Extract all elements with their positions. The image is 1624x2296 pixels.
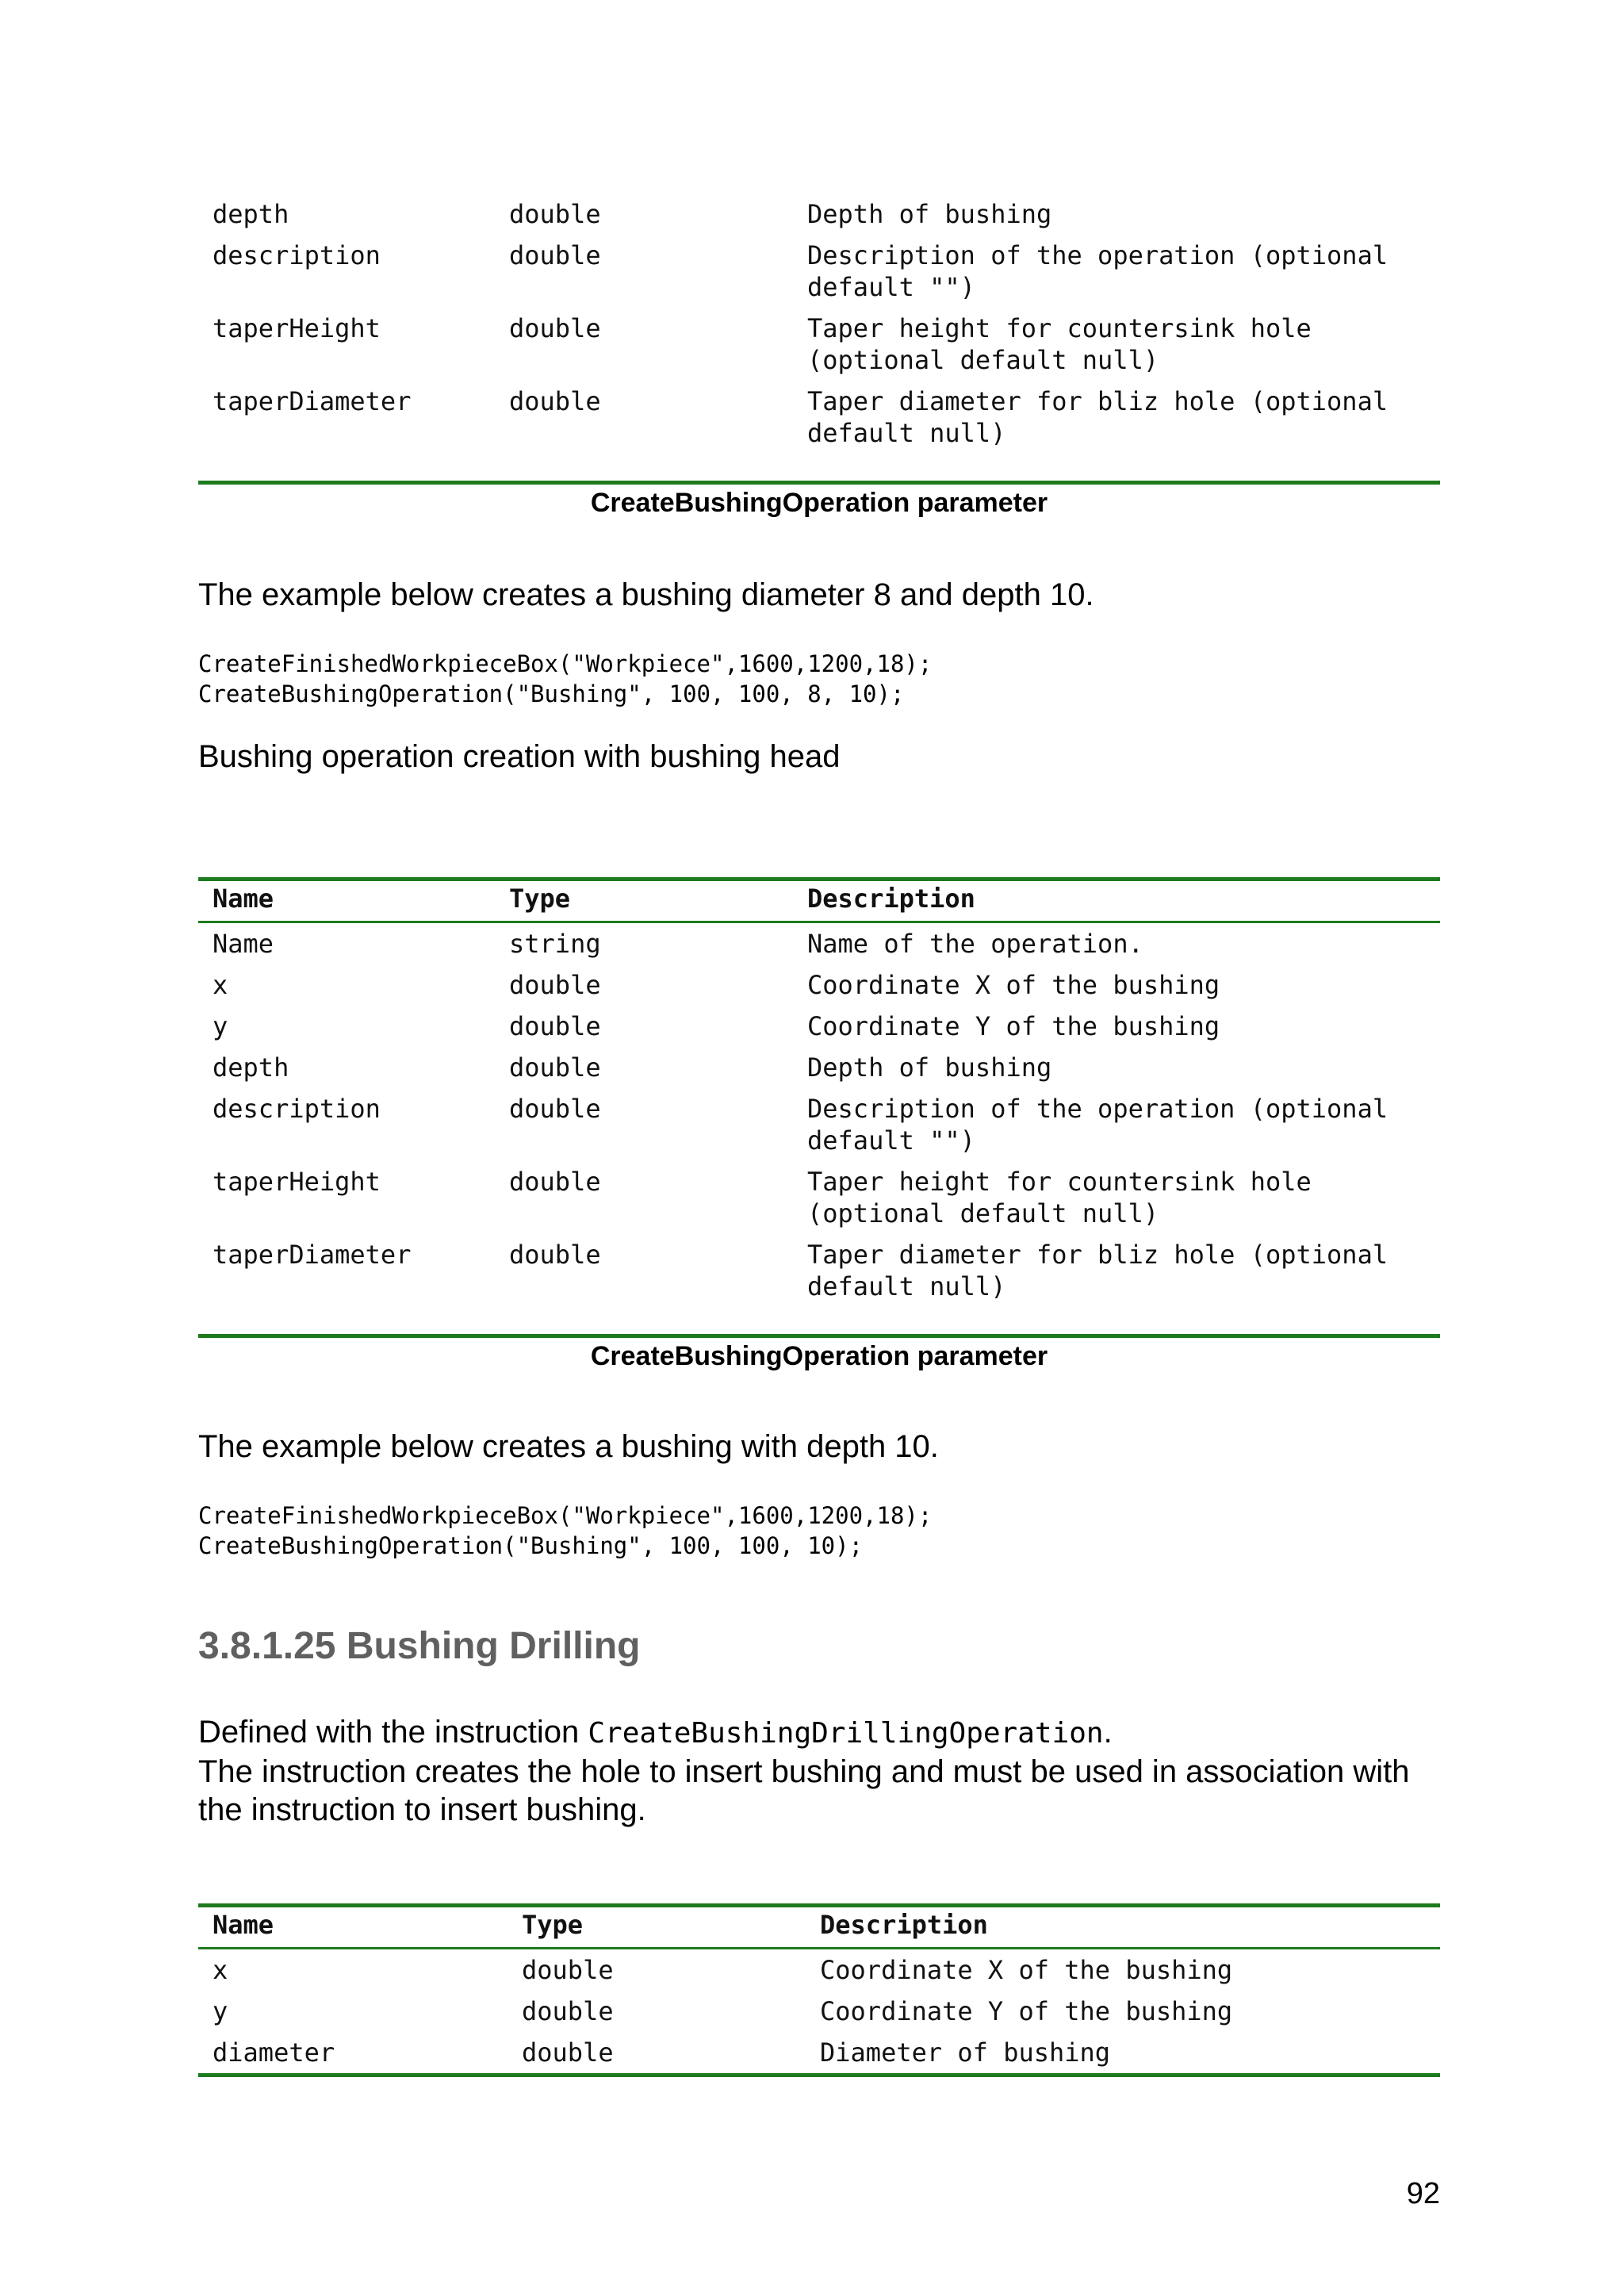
table-row (198, 381, 1440, 483)
section-intro: Bushing operation creation with bushing head (198, 739, 841, 774)
instruction-name: CreateBushingDrillingOperation (588, 1717, 1104, 1750)
param-description: Diameter of bushing (820, 2037, 1111, 2068)
param-description: Coordinate Y of the bushing (807, 1011, 1220, 1041)
param-description: Taper height for countersink hole (optional default null) (807, 1167, 1312, 1228)
column-header-type: Type (508, 1906, 806, 1949)
table-row (198, 964, 1440, 1006)
param-type: double (509, 970, 601, 1000)
param-type: double (509, 1240, 601, 1270)
table-row (198, 235, 1440, 308)
params-table-bottom (198, 1903, 1440, 2077)
definition-prefix: Defined with the instruction (198, 1715, 588, 1750)
param-name: taperDiameter (213, 386, 412, 416)
definition-paragraph (198, 1713, 1440, 1829)
table-caption: CreateBushingOperation parameter (590, 1341, 1048, 1371)
param-type: double (509, 240, 601, 270)
param-name: depth (213, 199, 289, 229)
param-name: depth (213, 1052, 289, 1083)
table-row (198, 1047, 1440, 1088)
param-description: Description of the operation (optional default "") (807, 1094, 1388, 1156)
param-type: double (522, 1955, 614, 1985)
param-name: taperHeight (213, 313, 381, 343)
param-type: double (509, 1094, 601, 1124)
table-row (198, 1234, 1440, 1336)
params-table-continued (198, 194, 1440, 519)
description-text: The instruction creates the hole to insert bushing and must be used in association with the instruction to insert bushing. (198, 1754, 1410, 1827)
code-example: CreateFinishedWorkpieceBox("Workpiece",1600,1200,18); CreateBushingOperation("Bushing", 100, 100, 8, 10); (198, 650, 933, 707)
param-description: Description of the operation (optional default "") (807, 240, 1388, 302)
param-name: y (213, 1011, 228, 1041)
column-header-description: Description (793, 880, 1440, 922)
param-type: string (509, 929, 601, 959)
table-row (198, 1161, 1440, 1234)
param-type: double (522, 1996, 614, 2026)
column-header-description: Description (806, 1906, 1440, 1949)
table-row (198, 1949, 1440, 1991)
param-name: Name (213, 929, 274, 959)
code-example: CreateFinishedWorkpieceBox("Workpiece",1600,1200,18); CreateBushingOperation("Bushing", 100, 100, 10); (198, 1502, 933, 1559)
table-row (198, 308, 1440, 381)
table-row (198, 922, 1440, 965)
param-type: double (509, 199, 601, 229)
table-row (198, 1006, 1440, 1047)
table-row (198, 1991, 1440, 2032)
param-name: x (213, 970, 228, 1000)
table-row (198, 194, 1440, 235)
table-caption: CreateBushingOperation parameter (590, 488, 1048, 518)
params-table (198, 1903, 1440, 2077)
param-type: double (509, 1052, 601, 1083)
param-name: taperDiameter (213, 1240, 412, 1270)
example-paragraph: The example below creates a bushing diameter 8 and depth 10. (198, 577, 1094, 612)
param-name: taperHeight (213, 1167, 381, 1197)
param-type: double (509, 1011, 601, 1041)
section-heading: 3.8.1.25 Bushing Drilling (198, 1625, 641, 1667)
param-description: Taper height for countersink hole (optional default null) (807, 313, 1312, 375)
param-description: Coordinate X of the bushing (820, 1955, 1233, 1985)
param-description: Depth of bushing (807, 1052, 1052, 1083)
table-row (198, 1088, 1440, 1161)
param-name: diameter (213, 2037, 335, 2068)
param-name: description (213, 1094, 381, 1124)
param-description: Depth of bushing (807, 199, 1052, 229)
param-type: double (522, 2037, 614, 2068)
params-table (198, 877, 1440, 1372)
param-name: y (213, 1996, 228, 2026)
param-name: description (213, 240, 381, 270)
column-header-name: Name (198, 880, 495, 922)
example-paragraph: The example below creates a bushing with depth 10. (198, 1429, 939, 1464)
param-description: Taper diameter for bliz hole (optional default null) (807, 386, 1388, 448)
param-description: Coordinate X of the bushing (807, 970, 1220, 1000)
param-name: x (213, 1955, 228, 1985)
page-number: 92 (1406, 2177, 1440, 2210)
param-description: Name of the operation. (807, 929, 1143, 959)
params-table-mid (198, 877, 1440, 1338)
param-type: double (509, 1167, 601, 1197)
param-type: double (509, 313, 601, 343)
definition-suffix: . (1103, 1715, 1113, 1750)
column-header-type: Type (495, 880, 793, 922)
param-description: Coordinate Y of the bushing (820, 1996, 1233, 2026)
param-type: double (509, 386, 601, 416)
table-header-row (198, 1906, 1440, 1949)
param-description: Taper diameter for bliz hole (optional default null) (807, 1240, 1388, 1301)
params-table-top (198, 194, 1440, 485)
table-header-row (198, 880, 1440, 922)
column-header-name: Name (198, 1906, 508, 1949)
table-row (198, 2032, 1440, 2076)
